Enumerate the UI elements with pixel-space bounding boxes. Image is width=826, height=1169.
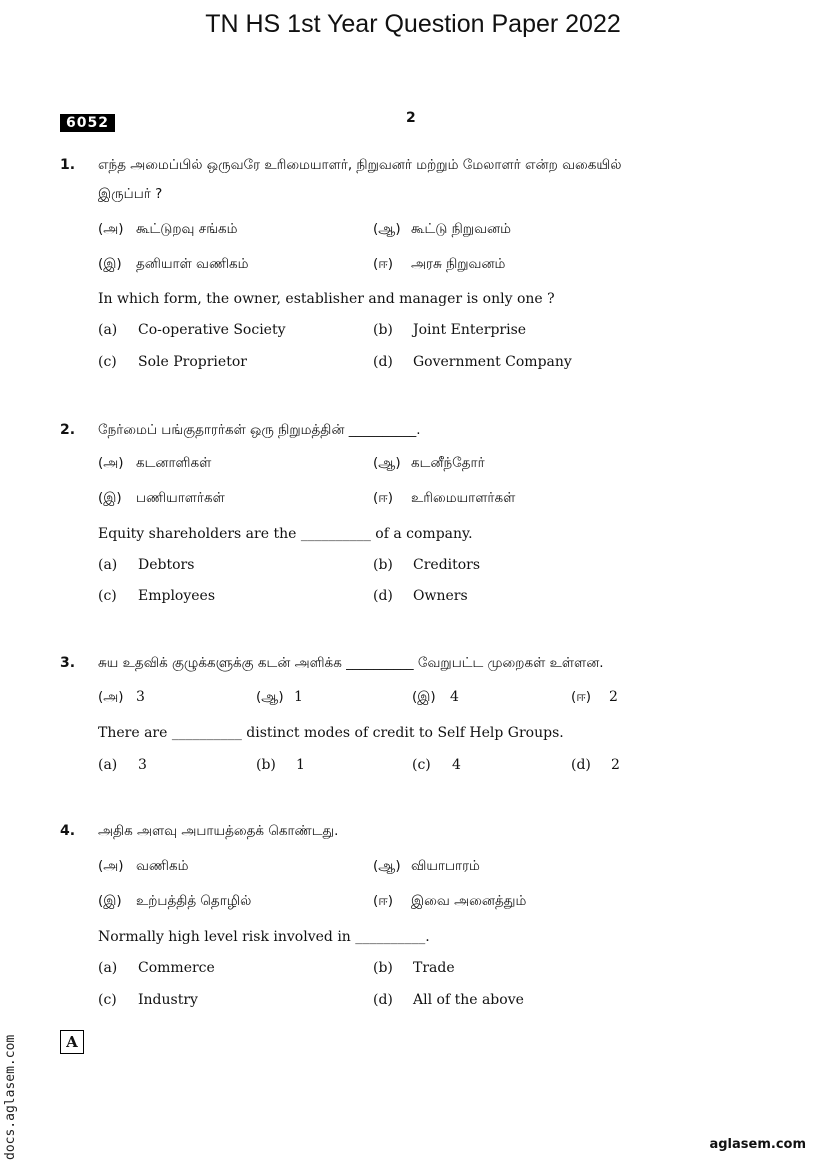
- question-number: 3.: [60, 655, 76, 671]
- english-option-c: (c) Employees: [98, 588, 216, 604]
- tamil-option-d: (ஈ) இவை அனைத்தும்: [373, 893, 527, 909]
- tamil-option-a: (அ) கூட்டுறவு சங்கம்: [98, 221, 238, 237]
- footer-link[interactable]: aglasem.com: [709, 1137, 806, 1152]
- tamil-question-line: சுய உதவிக் குழுக்களுக்கு கடன் அளிக்க __________ வேறுபட்ட முறைகள் உள்ளன.: [98, 655, 604, 671]
- tamil-option-c: (இ) தனியாள் வணிகம்: [98, 256, 249, 272]
- english-option-c: (c) Industry: [98, 992, 198, 1008]
- document-title: TN HS 1st Year Question Paper 2022: [205, 10, 621, 38]
- english-option-b: (b) Trade: [373, 960, 455, 976]
- tamil-option-c: (இ) உற்பத்தித் தொழில்: [98, 893, 252, 909]
- english-option-a: (a) 3: [98, 757, 147, 773]
- booklet-series-box: A: [60, 1030, 84, 1054]
- english-option-b: (b) Creditors: [373, 557, 481, 573]
- tamil-option-a: (அ) வணிகம்: [98, 858, 189, 874]
- tamil-question-line: நேர்மைப் பங்குதாரர்கள் ஒரு நிறுமத்தின் __________.: [98, 422, 421, 438]
- english-option-b: (b) Joint Enterprise: [373, 322, 527, 338]
- english-question: There are __________ distinct modes of credit to Self Help Groups.: [98, 725, 564, 741]
- english-question: In which form, the owner, establisher and manager is only one ?: [98, 291, 555, 307]
- tamil-option-b: (ஆ) கடனீந்தோர்: [373, 455, 485, 471]
- english-option-a: (a) Co-operative Society: [98, 322, 286, 338]
- page-number: 2: [406, 110, 416, 126]
- tamil-question-line: எந்த அமைப்பில் ஒருவரே உரிமையாளர், நிறுவனர் மற்றும் மேலாளர் என்ற வகையில்: [98, 157, 622, 173]
- english-option-a: (a) Commerce: [98, 960, 215, 976]
- question-number: 1.: [60, 157, 76, 173]
- tamil-option-c: (இ) பணியாளர்கள்: [98, 490, 225, 506]
- english-option-d: (d) Owners: [373, 588, 468, 604]
- tamil-option-c: (இ) 4: [412, 689, 459, 705]
- tamil-option-a: (அ) கடனாளிகள்: [98, 455, 212, 471]
- english-option-c: (c) 4: [412, 757, 461, 773]
- tamil-question-line: அதிக அளவு அபாயத்தைக் கொண்டது.: [98, 823, 339, 839]
- paper-code: 6052: [60, 114, 115, 132]
- english-option-c: (c) Sole Proprietor: [98, 354, 247, 370]
- tamil-option-b: (ஆ) 1: [256, 689, 303, 705]
- english-option-d: (d) 2: [571, 757, 620, 773]
- tamil-option-b: (ஆ) கூட்டு நிறுவனம்: [373, 221, 511, 237]
- english-option-a: (a) Debtors: [98, 557, 195, 573]
- tamil-option-d: (ஈ) 2: [571, 689, 618, 705]
- english-option-d: (d) All of the above: [373, 992, 524, 1008]
- english-option-d: (d) Government Company: [373, 354, 572, 370]
- tamil-option-b: (ஆ) வியாபாரம்: [373, 858, 480, 874]
- english-option-b: (b) 1: [256, 757, 305, 773]
- question-number: 2.: [60, 422, 76, 438]
- tamil-option-d: (ஈ) அரசு நிறுவனம்: [373, 256, 506, 272]
- english-question: Normally high level risk involved in __________.: [98, 929, 430, 945]
- question-number: 4.: [60, 823, 76, 839]
- watermark-text: docs.aglasem.com: [3, 1034, 18, 1160]
- tamil-option-a: (அ) 3: [98, 689, 145, 705]
- english-question: Equity shareholders are the __________ of a company.: [98, 526, 473, 542]
- tamil-question-line: இருப்பர் ?: [98, 186, 163, 202]
- tamil-option-d: (ஈ) உரிமையாளர்கள்: [373, 490, 516, 506]
